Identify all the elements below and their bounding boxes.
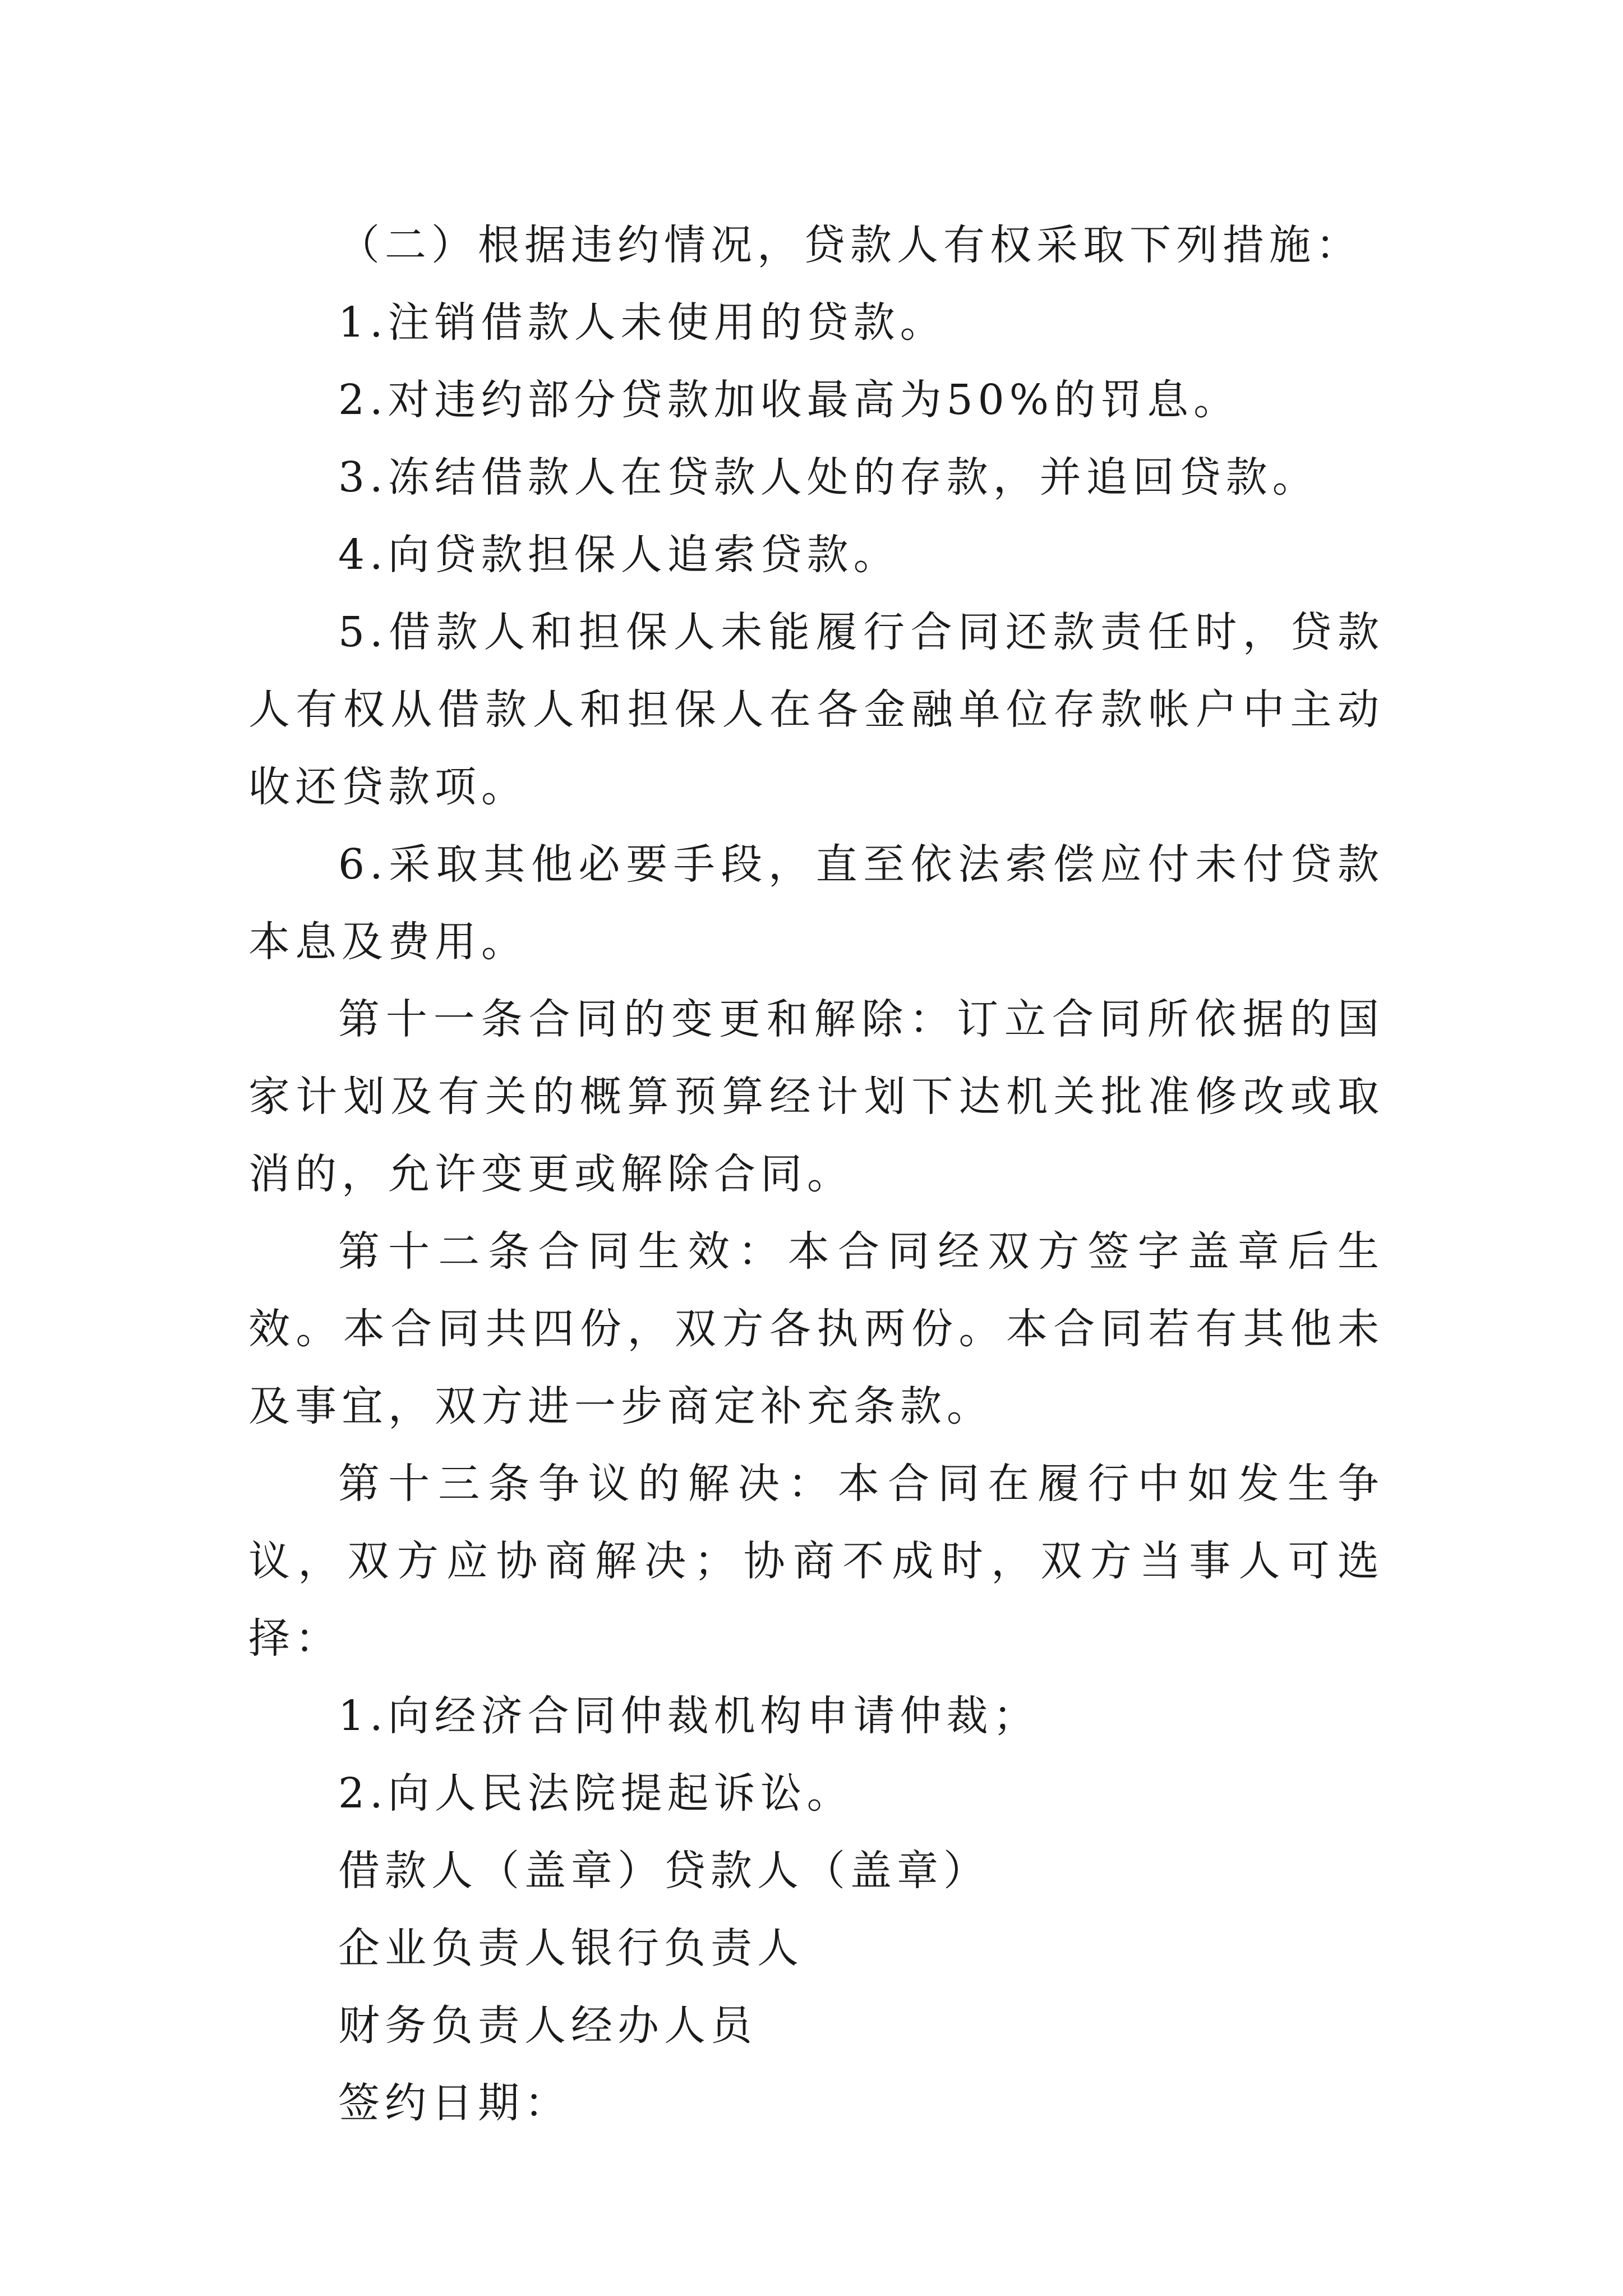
signature-line-heads: 企业负责人银行负责人 — [338, 1924, 804, 1972]
document-body — [248, 206, 1384, 2142]
clause-2-measures-heading: （二）根据违约情况，贷款人有权采取下列措施： — [338, 221, 1362, 269]
article-12-paragraph: 第十二条合同生效：本合同经双方签字盖章后生效。本合同共四份，双方各执两份。本合同若有其他未及事宜，双方进一步商定补充条款。 — [248, 1227, 1384, 1430]
measure-item-3: 3.冻结借款人在贷款人处的存款，并追回贷款。 — [338, 453, 1319, 501]
measure-item-1: 1.注销借款人未使用的贷款。 — [338, 298, 947, 347]
dispute-option-2: 2.向人民法院提起诉讼。 — [338, 1769, 854, 1818]
measure-item-2: 2.对违约部分贷款加收最高为50%的罚息。 — [338, 376, 1241, 424]
article-11-paragraph: 第十一条合同的变更和解除：订立合同所依据的国家计划及有关的概算预算经计划下达机关批准修改或取消的，允许变更或解除合同。 — [248, 995, 1384, 1198]
measure-item-5: 5.借款人和担保人未能履行合同还款责任时，贷款人有权从借款人和担保人在各金融单位存款帐户中主动收还贷款项。 — [248, 608, 1384, 811]
measure-item-6: 6.采取其他必要手段，直至依法索偿应付未付贷款本息及费用。 — [248, 840, 1384, 966]
signing-date-line: 签约日期： — [338, 2079, 571, 2127]
signature-line-seals: 借款人（盖章）贷款人（盖章） — [338, 1847, 990, 1895]
dispute-option-1: 1.向经济合同仲裁机构申请仲裁； — [338, 1692, 1040, 1740]
measure-item-4: 4.向贷款担保人追索贷款。 — [338, 531, 900, 579]
article-13-paragraph: 第十三条争议的解决：本合同在履行中如发生争议，双方应协商解决；协商不成时，双方当事人可选择： — [248, 1460, 1384, 1663]
signature-line-finance: 财务负责人经办人员 — [338, 2001, 757, 2050]
